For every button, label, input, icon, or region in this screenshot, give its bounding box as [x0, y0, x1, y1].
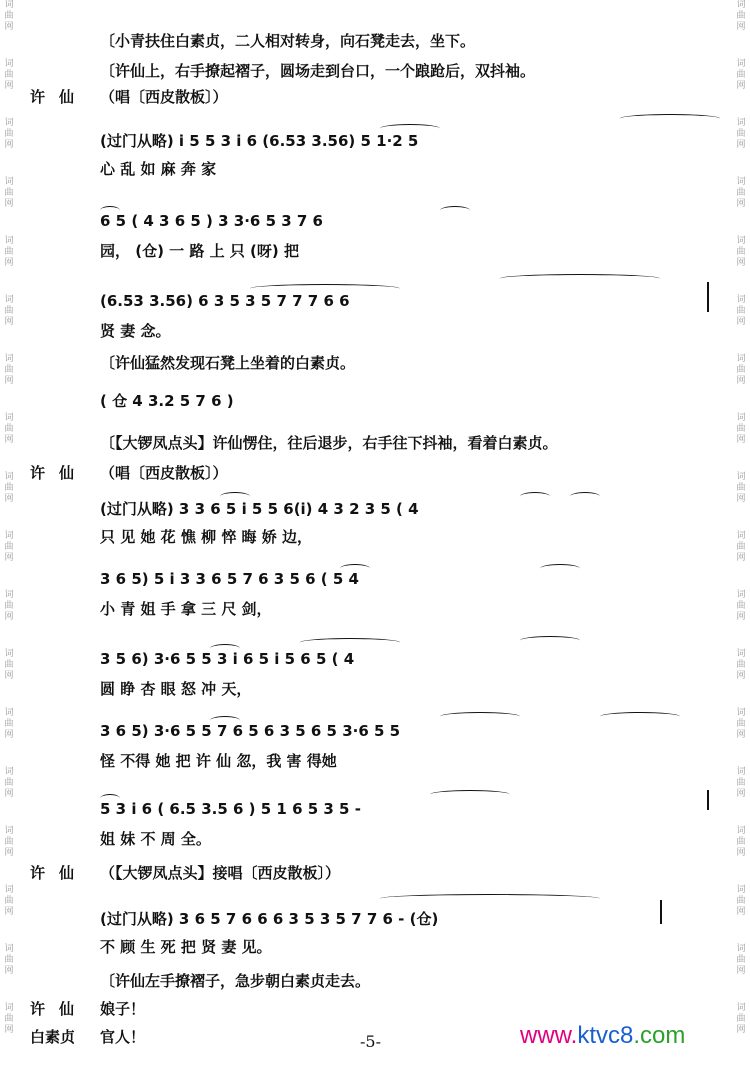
lyric-line: 姐 妹 不 周 全。 [100, 830, 211, 848]
site-part: www. [520, 1022, 578, 1049]
slur-mark [620, 114, 720, 123]
lyric-line: 不 顾 生 死 把 贤 妻 见。 [100, 938, 272, 956]
watermark: 词曲网 [736, 767, 746, 799]
watermark: 词曲网 [736, 236, 746, 268]
watermark: 词曲网 [4, 708, 14, 740]
right-watermark-strip [734, 0, 748, 1075]
site-part: .com [633, 1022, 686, 1049]
spoken-line: 娘子！ [100, 1000, 146, 1018]
spoken-line: 官人！ [100, 1028, 146, 1046]
watermark: 词曲网 [736, 531, 746, 563]
notation-line: 3 6 5) 3·6 5 5 7 6 5 6 3 5 6 5 3·6 5 5 [100, 722, 401, 740]
left-watermark-strip [2, 0, 16, 1075]
watermark: 词曲网 [736, 826, 746, 858]
notation-line: 3 5 6) 3·6 5 5 3 i 6 5 i 5 6 5 ( 4 [100, 650, 355, 668]
watermark: 词曲网 [4, 590, 14, 622]
watermark: 词曲网 [736, 295, 746, 327]
watermark: 词曲网 [736, 708, 746, 740]
performance-cue: （唱〔西皮散板〕） [100, 88, 228, 106]
watermark: 词曲网 [736, 413, 746, 445]
watermark: 词曲网 [736, 472, 746, 504]
watermark: 词曲网 [736, 177, 746, 209]
percussion-cue: ( 仓 4 3.2 5 7 6 ) [100, 392, 234, 410]
watermark: 词曲网 [4, 944, 14, 976]
speaker-name: 许仙 [30, 88, 89, 106]
lyric-line: 怪 不得 她 把 许 仙 忽，我 害 得她 [100, 752, 337, 770]
watermark: 词曲网 [736, 354, 746, 386]
watermark: 词曲网 [4, 295, 14, 327]
notation-line: 5 3 i 6 ( 6.5 3.5 6 ) 5 1 6 5 3 5 - [100, 800, 361, 818]
bar-line [660, 900, 662, 924]
stage-direction: 〔许仙猛然发现石凳上坐着的白素贞。 [100, 354, 356, 372]
watermark: 词曲网 [4, 413, 14, 445]
watermark: 词曲网 [736, 590, 746, 622]
stage-direction: 〔许仙左手撩褶子，急步朝白素贞走去。 [100, 972, 371, 990]
watermark: 词曲网 [4, 885, 14, 917]
stage-direction: 〔小青扶住白素贞，二人相对转身，向石凳走去，坐下。 [100, 32, 476, 50]
watermark: 词曲网 [4, 767, 14, 799]
notation-line: (6.53 3.56) 6 3 5 3 5 7 7 7 6 6 [100, 292, 350, 310]
stage-direction: 〔许仙上，右手撩起褶子，圆场走到台口，一个踉跄后，双抖袖。 [100, 62, 536, 80]
bar-line [707, 790, 709, 810]
watermark: 词曲网 [736, 59, 746, 91]
notation-line: 6 5 ( 4 3 6 5 ) 3 3·6 5 3 7 6 [100, 212, 323, 230]
performance-cue: （【大锣凤点头】接唱〔西皮散板〕） [100, 864, 341, 882]
slur-mark [300, 638, 400, 647]
watermark: 词曲网 [736, 944, 746, 976]
performance-cue: （唱〔西皮散板〕） [100, 464, 228, 482]
watermark: 词曲网 [4, 177, 14, 209]
watermark: 词曲网 [736, 0, 746, 32]
slur-mark [600, 712, 680, 721]
watermark: 词曲网 [4, 59, 14, 91]
slur-mark [500, 274, 660, 283]
stage-direction: 〔【大锣凤点头】许仙愣住，往后退步，右手往下抖袖，看着白素贞。 [100, 434, 558, 452]
lyric-line: 小 青 姐 手 拿 三 尺 剑， [100, 600, 272, 618]
bar-line [707, 282, 709, 312]
speaker-name: 许仙 [30, 464, 89, 482]
slur-mark [520, 492, 550, 501]
site-part: ktvc8 [577, 1022, 634, 1049]
notation-line: (过门从略) i 5 5 3 i 6 (6.53 3.56) 5 1·2 5 [100, 132, 419, 150]
lyric-line: 只 见 她 花 憔 柳 悴 晦 娇 边， [100, 528, 313, 546]
slur-mark [440, 206, 470, 215]
lyric-line: 贤 妻 念。 [100, 322, 171, 340]
slur-mark [570, 492, 600, 501]
watermark: 词曲网 [4, 826, 14, 858]
watermark: 词曲网 [4, 236, 14, 268]
watermark: 词曲网 [4, 354, 14, 386]
slur-mark [440, 712, 520, 721]
watermark: 词曲网 [4, 1003, 14, 1035]
watermark: 词曲网 [4, 472, 14, 504]
speaker-name: 许仙 [30, 1000, 89, 1018]
watermark: 词曲网 [4, 0, 14, 32]
watermark: 词曲网 [4, 649, 14, 681]
site-watermark [520, 1022, 685, 1050]
notation-line: (过门从略) 3 3 6 5 i 5 5 6(i) 4 3 2 3 5 ( 4 [100, 500, 419, 518]
watermark: 词曲网 [736, 649, 746, 681]
watermark: 词曲网 [4, 118, 14, 150]
slur-mark [540, 564, 580, 573]
lyric-line: 心 乱 如 麻 奔 家 [100, 160, 217, 178]
notation-line: (过门从略) 3 6 5 7 6 6 6 3 5 3 5 7 7 6 - (仓) [100, 910, 439, 928]
lyric-line: 圆 睁 杏 眼 怒 冲 天， [100, 680, 252, 698]
watermark: 词曲网 [4, 531, 14, 563]
watermark: 词曲网 [736, 885, 746, 917]
lyric-line: 园， (仓) 一 路 上 只 (呀) 把 [100, 242, 299, 260]
speaker-name: 白素贞 [30, 1028, 76, 1046]
notation-line: 3 6 5) 5 i 3 3 6 5 7 6 3 5 6 ( 5 4 [100, 570, 359, 588]
watermark: 词曲网 [736, 1003, 746, 1035]
slur-mark [430, 790, 510, 799]
slur-mark [520, 636, 580, 645]
watermark: 词曲网 [736, 118, 746, 150]
speaker-name: 许仙 [30, 864, 89, 882]
slur-mark [380, 894, 600, 903]
page-number: -5- [360, 1032, 381, 1051]
